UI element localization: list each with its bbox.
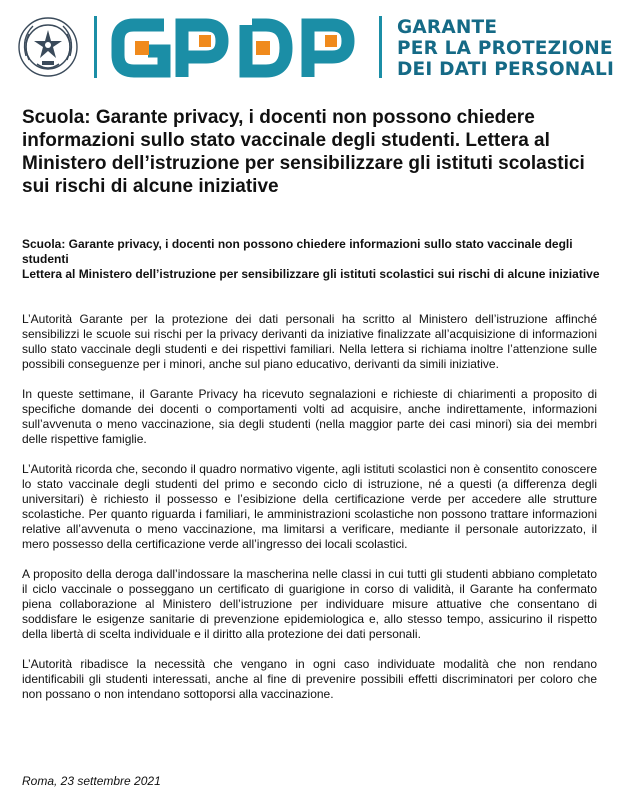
paragraph-2: In queste settimane, il Garante Privacy ha ricevuto segnalazioni e richieste di chiarimenti a proposito di specifiche domande dei docenti o comportamenti volti ad acquisire, anche indirettamente, informazioni sull’avvenuta o meno vaccinazione, sia degli studenti (nella maggior parte dei casi minori) sia dei membri delle rispettive famiglie. <box>22 387 597 446</box>
paragraph-4: A proposito della deroga dall’indossare la mascherina nelle classi in cui tutti gli studenti abbiano completato il ciclo vaccinale o posseggano un certificato di guarigione in corso di validità, il Garante ha confermato piena collaborazione al Ministero dell’istruzione per individuare misure attuative che consentano di soddisfare le esigenze sanitarie di prevenzione epidemiologica e, allo stesso tempo, assicurino il rispetto della libertà di scelta individuale e il diritto alla protezione dei dati personali. <box>22 567 597 641</box>
paragraph-5: L’Autorità ribadisce la necessità che vengano in ogni caso individuate modalità che non rendano identificabili gli studenti interessati, anche al fine di prevenire possibili effetti discriminatori per coloro che non possano o non intendano sottoporsi alla vaccinazione. <box>22 657 597 701</box>
garante-wordmark <box>397 17 614 80</box>
logo-divider-left <box>94 16 97 78</box>
article-body <box>22 312 597 717</box>
subheadings <box>22 237 602 282</box>
italian-republic-emblem-icon <box>17 16 79 78</box>
garante-line-2: PER LA PROTEZIONE <box>397 38 613 59</box>
subheading-1: Scuola: Garante privacy, i docenti non possono chiedere informazioni sullo stato vaccinale degli studenti <box>22 237 573 266</box>
subheading-2: Lettera al Ministero dell’istruzione per sensibilizzare gli istituti scolastici sui rischi di alcune iniziative <box>22 267 600 281</box>
paragraph-3: L’Autorità ricorda che, secondo il quadro normativo vigente, agli istituti scolastici non è consentito conoscere lo stato vaccinale degli studenti del primo e secondo ciclo di istruzione, né a questi (a differenza degli universitari) è richiesto il possesso e l’esibizione della certificazione verde per accedere alle strutture scolastiche. Per quanto riguarda i familiari, le amministrazioni scolastiche non possono trattare informazioni relative all’avvenuta o meno vaccinazione, ma limitarsi a verificare, mediante il personale autorizzato, il mero possesso della certificazione verde all’ingresso dei locali scolastici. <box>22 462 597 551</box>
garante-line-1: GARANTE <box>397 17 498 38</box>
dateline: Roma, 23 settembre 2021 <box>22 774 161 788</box>
logo-divider-right <box>379 16 382 78</box>
garante-line-3: DEI DATI PERSONALI <box>397 59 615 80</box>
gpdp-logo <box>110 13 370 83</box>
paragraph-1: L’Autorità Garante per la protezione dei dati personali ha scritto al Ministero dell’istruzione affinché sensibilizzi le scuole sui rischi per la privacy derivanti da iniziative finalizzate all’acquisizione di informazioni sullo stato vaccinale degli studenti e dei rispettivi familiari. Nella lettera si richiama inoltre l’attenzione sulle possibili conseguenze per i minori, anche sul piano educativo, derivanti da simili iniziative. <box>22 312 597 371</box>
page-title: Scuola: Garante privacy, i docenti non possono chiedere informazioni sullo stato vaccinale degli studenti. Lettera al Ministero dell’istruzione per sensibilizzare gli istituti scolastici sui rischi di alcune iniziative <box>22 107 585 197</box>
letterhead <box>0 0 618 92</box>
